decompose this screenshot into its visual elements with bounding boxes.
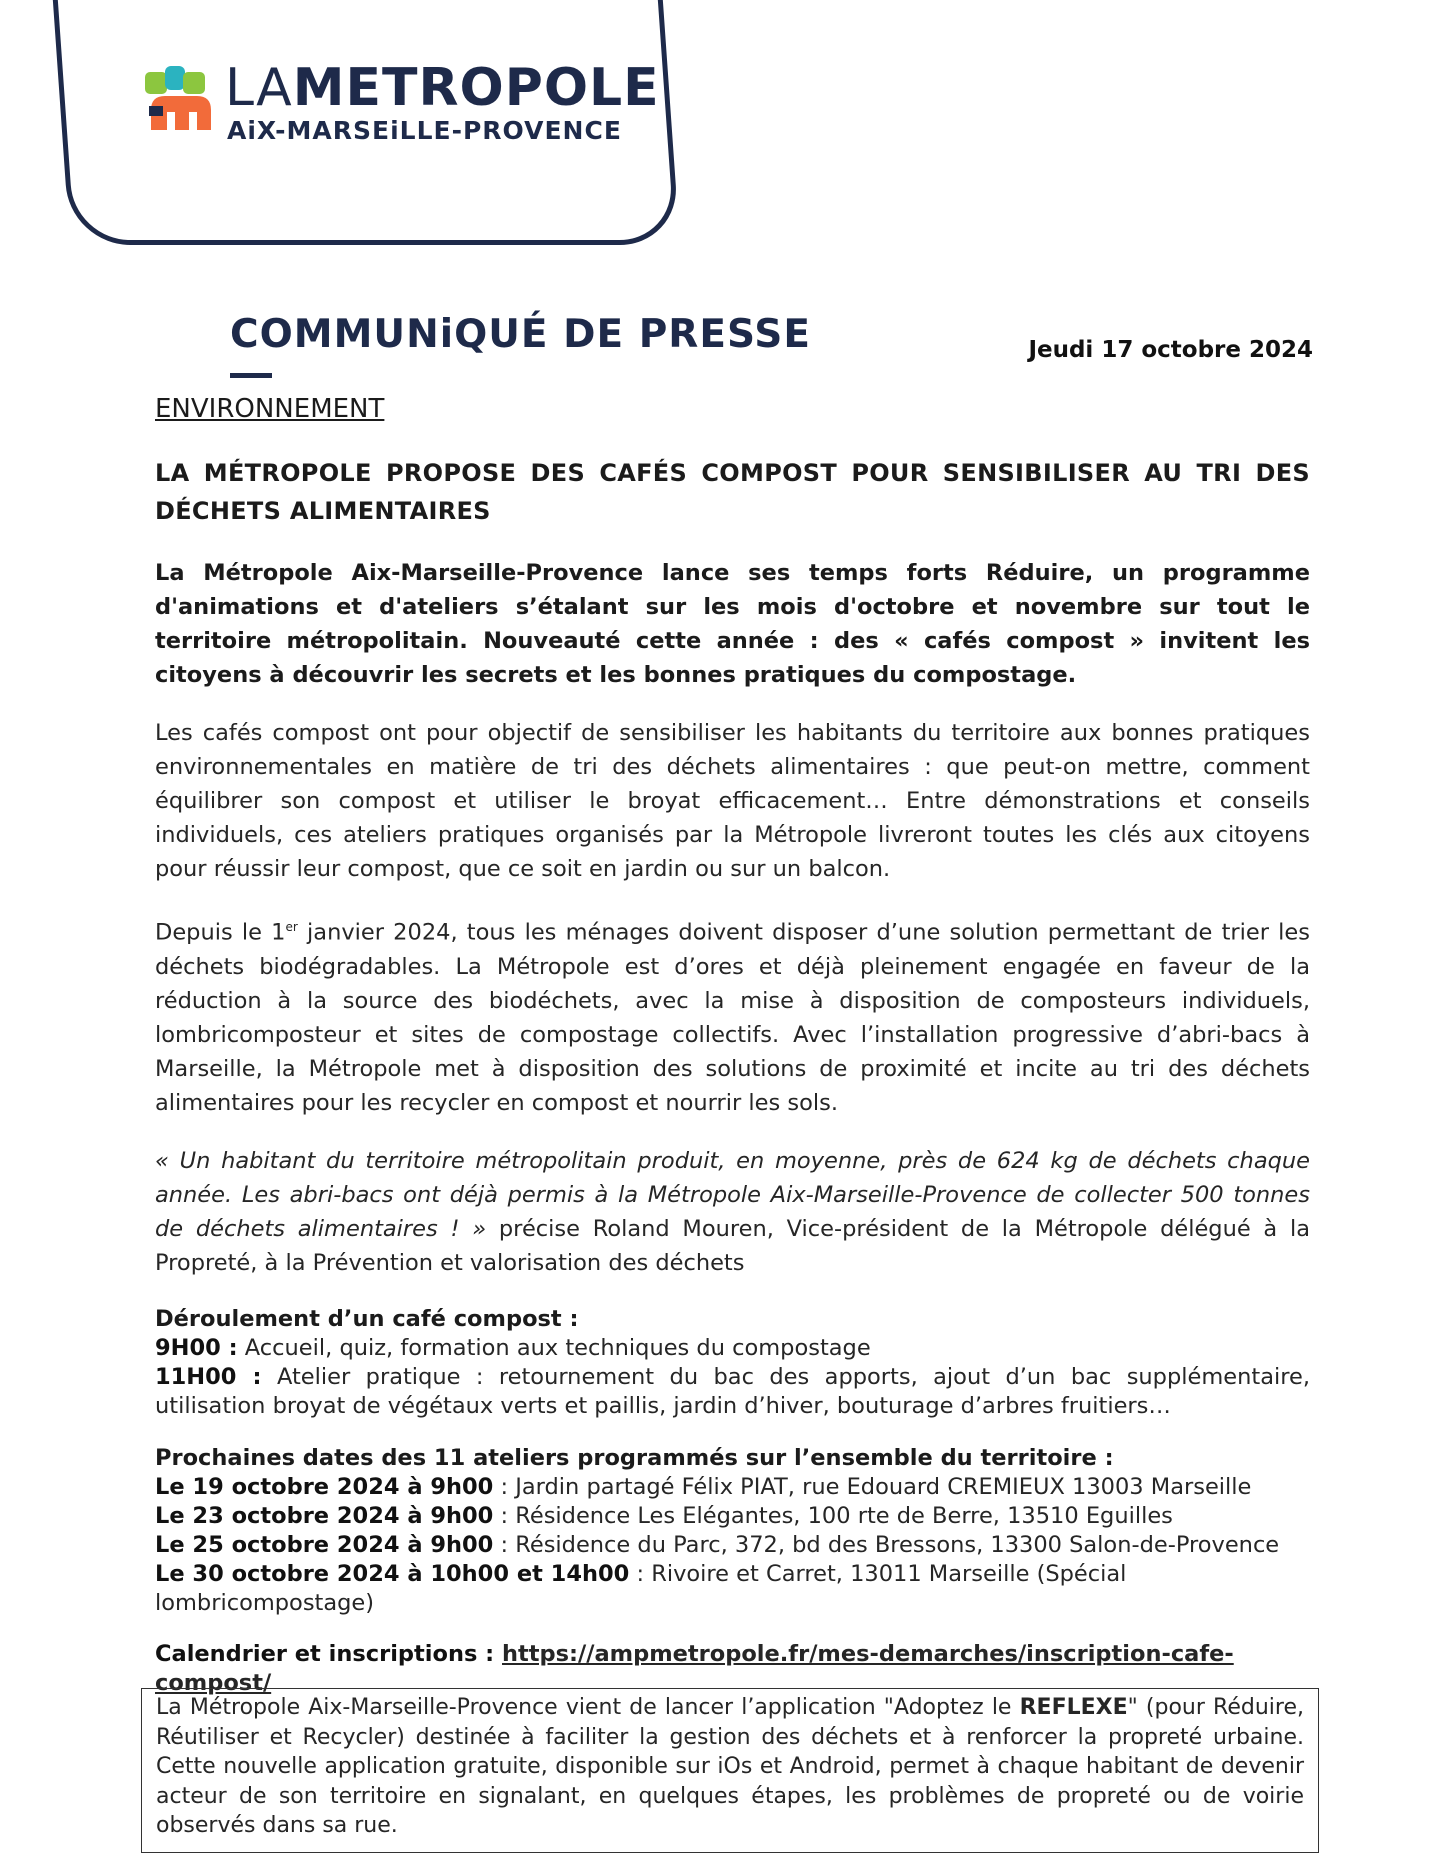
date-item	[155, 1560, 1310, 1618]
quote-text: « Un habitant du territoire métropolitain produit, en moyenne, près de 624 kg de déchets chaque année. Les abri-bacs ont déjà permis à la Métropole Aix-Marseille-Provence de collecter 500 tonnes de déchets alimentaires ! »	[155, 1147, 1310, 1242]
date-item	[155, 1531, 1310, 1560]
date-when: Le 30 octobre 2024 à 10h00 et 14h00	[155, 1560, 630, 1587]
reflexe-app-infobox	[141, 1688, 1319, 1853]
date-where: : Jardin partagé Félix PIAT, rue Edouard CREMIEUX 13003 Marseille	[493, 1473, 1252, 1500]
registration-link[interactable]: https://ampmetropole.fr/mes-demarches/inscription-cafe-compost/	[155, 1640, 1234, 1696]
date-item	[155, 1502, 1310, 1531]
ordinal-superscript: er	[285, 920, 298, 934]
article-body	[155, 394, 1310, 1698]
calendar-label: Calendrier et inscriptions :	[155, 1640, 503, 1667]
date-where: : Rivoire et Carret, 13011 Marseille (Spécial lombricompostage)	[155, 1560, 1127, 1616]
program-text: Accueil, quiz, formation aux techniques du compostage	[237, 1334, 871, 1361]
app-name: REFLEXE	[1019, 1695, 1128, 1720]
headline: LA MÉTROPOLE PROPOSE DES CAFÉS COMPOST POUR SENSIBILISER AU TRI DES DÉCHETS ALIMENTAIRES	[155, 459, 1310, 525]
category-label: ENVIRONNEMENT	[155, 394, 385, 424]
title-underline-dash	[230, 373, 272, 378]
logo-wordmark-la: LA	[225, 58, 293, 118]
quote-paragraph	[155, 1144, 1310, 1280]
para2-rest: janvier 2024, tous les ménages doivent disposer d’une solution permettant de trier les déchets biodégradables. La Métropole est d’ores et déjà pleinement engagée en faveur de la réduction à la source des biodéchets, avec la mise à disposition de composteurs individuels, lombricomposteur et sites de compostage collectifs. Avec l’installation progressive d’abri-bacs à Marseille, la Métropole met à disposition des solutions de proximité et incite au tri des déchets alimentaires pour les recycler en compost et nourrir les sols.	[155, 919, 1310, 1116]
program-item	[155, 1363, 1310, 1421]
dates-title: Prochaines dates des 11 ateliers programmés sur l’ensemble du territoire :	[155, 1444, 1114, 1471]
metropole-logo-icon	[145, 66, 217, 136]
date-where: : Résidence du Parc, 372, bd des Bressons, 13300 Salon-de-Provence	[493, 1531, 1280, 1558]
lead-paragraph: La Métropole Aix-Marseille-Provence lance ses temps forts Réduire, un programme d'animations et d'ateliers s’étalant sur les mois d'octobre et novembre sur tout le territoire métropolitain. Nouveauté cette année : des « cafés compost » invitent les citoyens à découvrir les secrets et les bonnes pratiques du compostage.	[155, 560, 1310, 688]
release-date: Jeudi 17 octobre 2024	[1028, 337, 1313, 363]
program-title: Déroulement d’un café compost :	[155, 1305, 579, 1332]
program-text: Atelier pratique : retournement du bac des apports, ajout d’un bac supplémentaire, utilisation broyat de végétaux verts et paillis, jardin d’hiver, bouturage d’arbres fruitiers…	[155, 1363, 1310, 1419]
date-where: : Résidence Les Elégantes, 100 rte de Berre, 13510 Eguilles	[493, 1502, 1173, 1529]
logo-wordmark	[225, 58, 660, 118]
program-time: 9H00 :	[155, 1334, 238, 1361]
date-when: Le 23 octobre 2024 à 9h00	[155, 1502, 494, 1529]
press-release-title: COMMUNiQUÉ DE PRESSE	[230, 312, 812, 357]
infobox-text-end: " (pour Réduire, Réutiliser et Recycler) destinée à faciliter la gestion des déchets et à renforcer la propreté urbaine. Cette nouvelle application gratuite, disponible sur iOs et Android, permet à chaque habitant de devenir acteur de son territoire en signalant, en quelques étapes, les problèmes de propreté ou de voirie observés dans sa rue.	[156, 1695, 1304, 1838]
date-when: Le 25 octobre 2024 à 9h00	[155, 1531, 494, 1558]
logo-subtitle: AiX-MARSEiLLE-PROVENCE	[227, 116, 622, 145]
spacer	[155, 1618, 1310, 1640]
paragraph-objectives: Les cafés compost ont pour objectif de sensibiliser les habitants du territoire aux bonnes pratiques environnementales en matière de tri des déchets alimentaires : que peut-on mettre, comment équilibrer son compost et utiliser le broyat efficacement… Entre démonstrations et conseils individuels, ces ateliers pratiques organisés par la Métropole livreront toutes les clés aux citoyens pour réussir leur compost, que ce soit en jardin ou sur un balcon.	[155, 720, 1310, 882]
program-time: 11H00 :	[155, 1363, 262, 1390]
spacer	[155, 1421, 1310, 1443]
para2-start: Depuis le 1	[155, 919, 286, 946]
quote-attribution: précise Roland Mouren, Vice-président de la Métropole délégué à la Propreté, à la Prévention et valorisation des déchets	[155, 1215, 1310, 1276]
date-item	[155, 1473, 1310, 1502]
infobox-text-start: La Métropole Aix-Marseille-Provence vient de lancer l’application "Adoptez le	[156, 1695, 1020, 1720]
paragraph-regulation	[155, 910, 1310, 1120]
program-item	[155, 1334, 1310, 1363]
date-when: Le 19 octobre 2024 à 9h00	[155, 1473, 494, 1500]
logo-wordmark-metropole: METROPOLE	[292, 58, 660, 118]
